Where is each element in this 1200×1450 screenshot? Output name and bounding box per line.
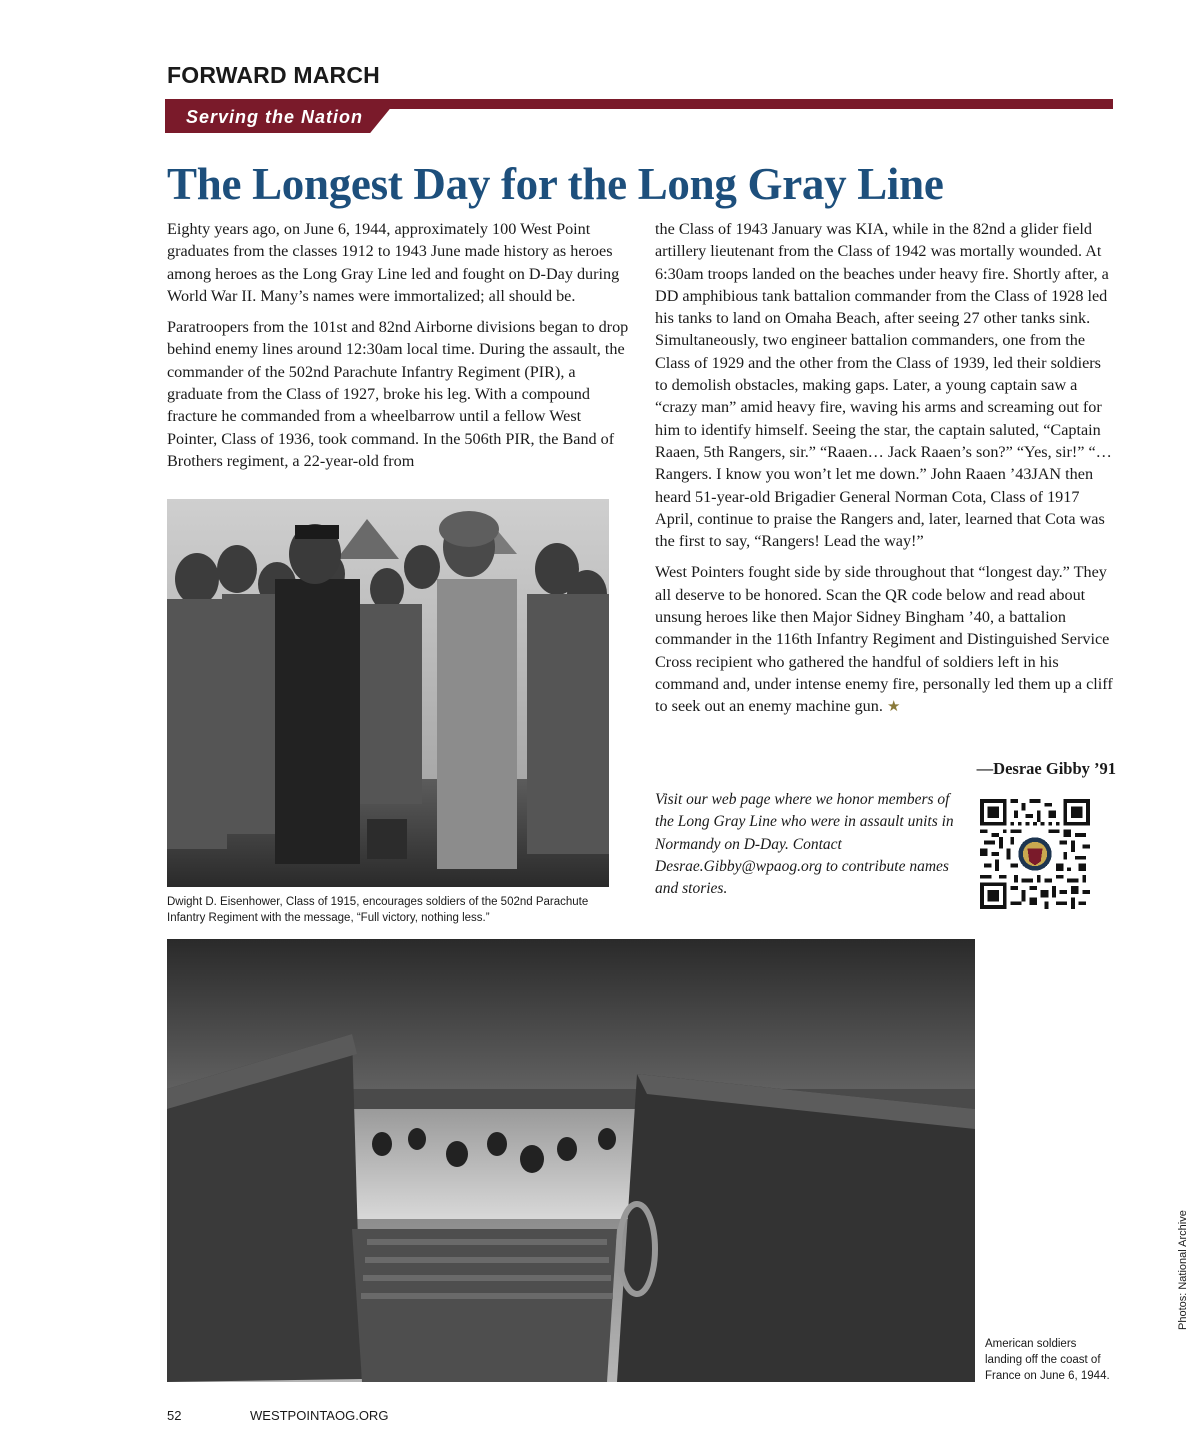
page-number: 52 xyxy=(167,1408,182,1423)
star-icon: ★ xyxy=(886,699,901,716)
paragraph: the Class of 1943 January was KIA, while in the 82nd a glider field artillery lieutenant from the Class of 1942 was mortally wounded. At 6:30am troops landed on the beaches under heavy fire. Shortly after, a DD amphibious tank battalion commander from the Class of 1928 led his tanks to land on Omaha Beach, after seeing 27 other tanks sink. Simultaneously, two engineer battalion commanders, one from the Class of 1929 and the other from the Class of 1939, led their soldiers to demolish obstacles, making gaps. Later, a young captain saw a “crazy man” amid heavy fire, waving his arms and screaming out for him to identify himself. Seeing the star, the captain saluted, “Captain Raaen, 5th Rangers, sir.” “Raaen… Jack Raaen’s son?” “Yes, sir!” “…Rangers. I know you won’t let me down.” John Raaen ’43JAN then heard 51-year-old Brigadier General Norman Cota, Class of 1917 April, continue to praise the Rangers and, later, learned that Cota was the first to say, “Rangers! Lead the way!” xyxy=(655,220,1112,551)
article-title: The Longest Day for the Long Gray Line xyxy=(167,159,944,209)
byline: —Desrae Gibby ’91 xyxy=(976,759,1116,778)
banner-text: Serving the Nation xyxy=(186,107,364,127)
photo-caption-bottom: American soldiers landing off the coast of France on June 6, 1944. xyxy=(985,1338,1110,1382)
paragraph: Paratroopers from the 101st and 82nd Airborne divisions began to drop behind enemy lines around 12:30am local time. During the assault, the commander of the 502nd Parachute Infantry Regiment (PIR), a graduate from the Class of 1927, broke his leg. With a compound fracture he commanded from a wheelbarrow until a fellow West Pointer, Class of 1936, took command. In the 506th PIR, the Band of Brothers regiment, a 22-year-old from xyxy=(167,318,629,470)
photo-credit: Photos: National Archive xyxy=(1177,1210,1189,1330)
paragraph-final: West Pointers fought side by side throughout that “longest day.” They all deserve to be honored. Scan the QR code below and read about unsung heroes like then Major Sidney Bingham ’40, a battalion commander in the 116th Infantry Regiment and Distinguished Service Cross recipient who gathered the handful of soldiers left in his command and, under intense enemy fire, personally led them up a cliff to seek out an enemy machine gun. ★ xyxy=(655,563,1113,716)
eisenhower-photo xyxy=(167,499,609,887)
paragraph: Eighty years ago, on June 6, 1944, approximately 100 West Point graduates from the classes 1912 to 1943 June made history as heroes among heroes as the Long Gray Line led and fought on D-Day during World War II. Many’s names were immortalized; all should be. xyxy=(167,220,620,305)
article-column-left xyxy=(167,218,633,472)
callout-text: Visit our web page where we honor members of the Long Gray Line who were in assault units in Normandy on D-Day. Contact Desrae.Gibby@wpaog.org to contribute names and stories. xyxy=(655,791,954,898)
site-url[interactable]: WESTPOINTAOG.ORG xyxy=(250,1408,389,1423)
article-column-right xyxy=(655,218,1117,719)
landing-photo xyxy=(167,939,975,1382)
qr-code[interactable] xyxy=(980,799,1090,909)
section-label: FORWARD MARCH xyxy=(167,62,380,88)
photo-caption-top: Dwight D. Eisenhower, Class of 1915, encourages soldiers of the 502nd Parachute Infantry Regiment with the message, “Full victory, nothing less.” xyxy=(167,896,589,924)
